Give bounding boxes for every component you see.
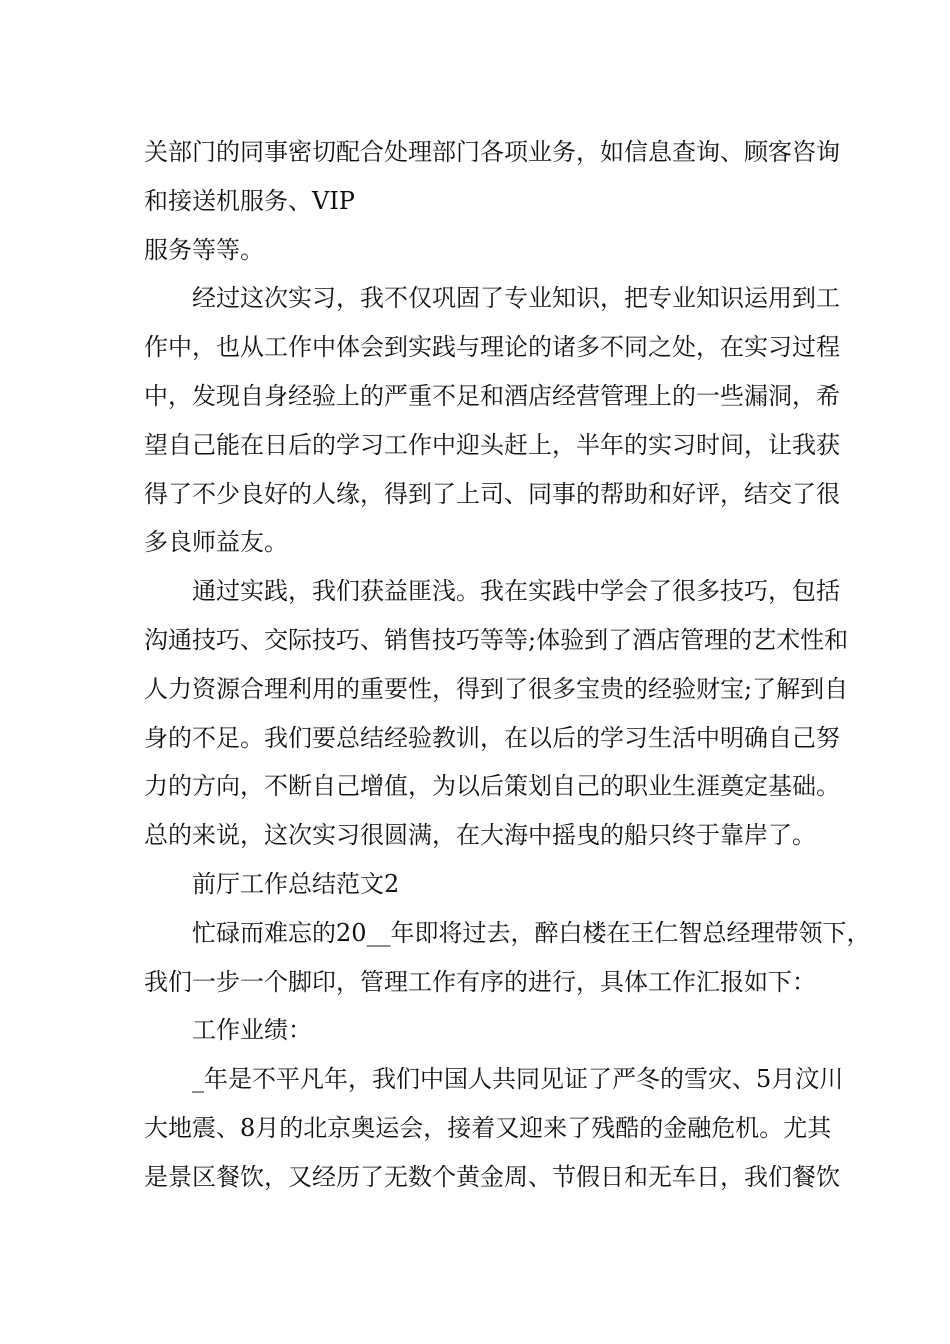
paragraph-first-line: _年是不平凡年，我们中国人共同见证了严冬的雪灾、5月汶川 [192,1065,844,1094]
text-line: 望自己能在日后的学习工作中迎头赶上，半年的实习时间，让我获 [144,430,840,459]
text-line: 关部门的同事密切配合处理部门各项业务，如信息查询、顾客咨询 [144,138,840,166]
text-line: 是景区餐饮，又经历了无数个黄金周、节假日和无车日，我们餐饮 [144,1162,840,1191]
paragraph-first-line: 忙碌而难忘的20__年即将过去，醉白楼在王仁智总经理带领下， [192,918,871,947]
text-line: 沟通技巧、交际技巧、销售技巧等等;体验到了酒店管理的艺术性和 [144,625,849,654]
text-line: 和接送机服务、VIP [144,186,355,215]
text-line: 作中，也从工作中体会到实践与理论的诸多不同之处，在实习过程 [144,333,840,362]
text-line: 力的方向，不断自己增值，为以后策划自己的职业生涯奠定基础。 [144,772,840,801]
text-line: 得了不少良好的人缘，得到了上司、同事的帮助和好评，结交了很 [144,479,840,508]
section-heading: 前厅工作总结范文2 [192,869,400,898]
paragraph-first-line: 经过这次实习，我不仅巩固了专业知识，把专业知识运用到工 [192,284,840,313]
text-line: 服务等等。 [144,235,264,264]
text-line: 我们一步一个脚印，管理工作有序的进行，具体工作汇报如下： [144,967,816,996]
text-line: 中，发现自身经验上的严重不足和酒店经营管理上的一些漏洞，希 [144,381,840,410]
text-line: 人力资源合理利用的重要性，得到了很多宝贵的经验财宝;了解到自 [144,674,849,703]
text-line: 多良师益友。 [144,528,288,557]
text-line: 身的不足。我们要总结经验教训，在以后的学习生活中明确自己努 [144,723,840,752]
subheading: 工作业绩： [192,1016,312,1045]
text-line: 总的来说，这次实习很圆满，在大海中摇曳的船只终于靠岸了。 [144,821,816,850]
text-line: 大地震、8月的北京奥运会，接着又迎来了残酷的金融危机。尤其 [144,1113,832,1142]
paragraph-first-line: 通过实践，我们获益匪浅。我在实践中学会了很多技巧，包括 [192,577,840,606]
document-body [144,128,871,1202]
